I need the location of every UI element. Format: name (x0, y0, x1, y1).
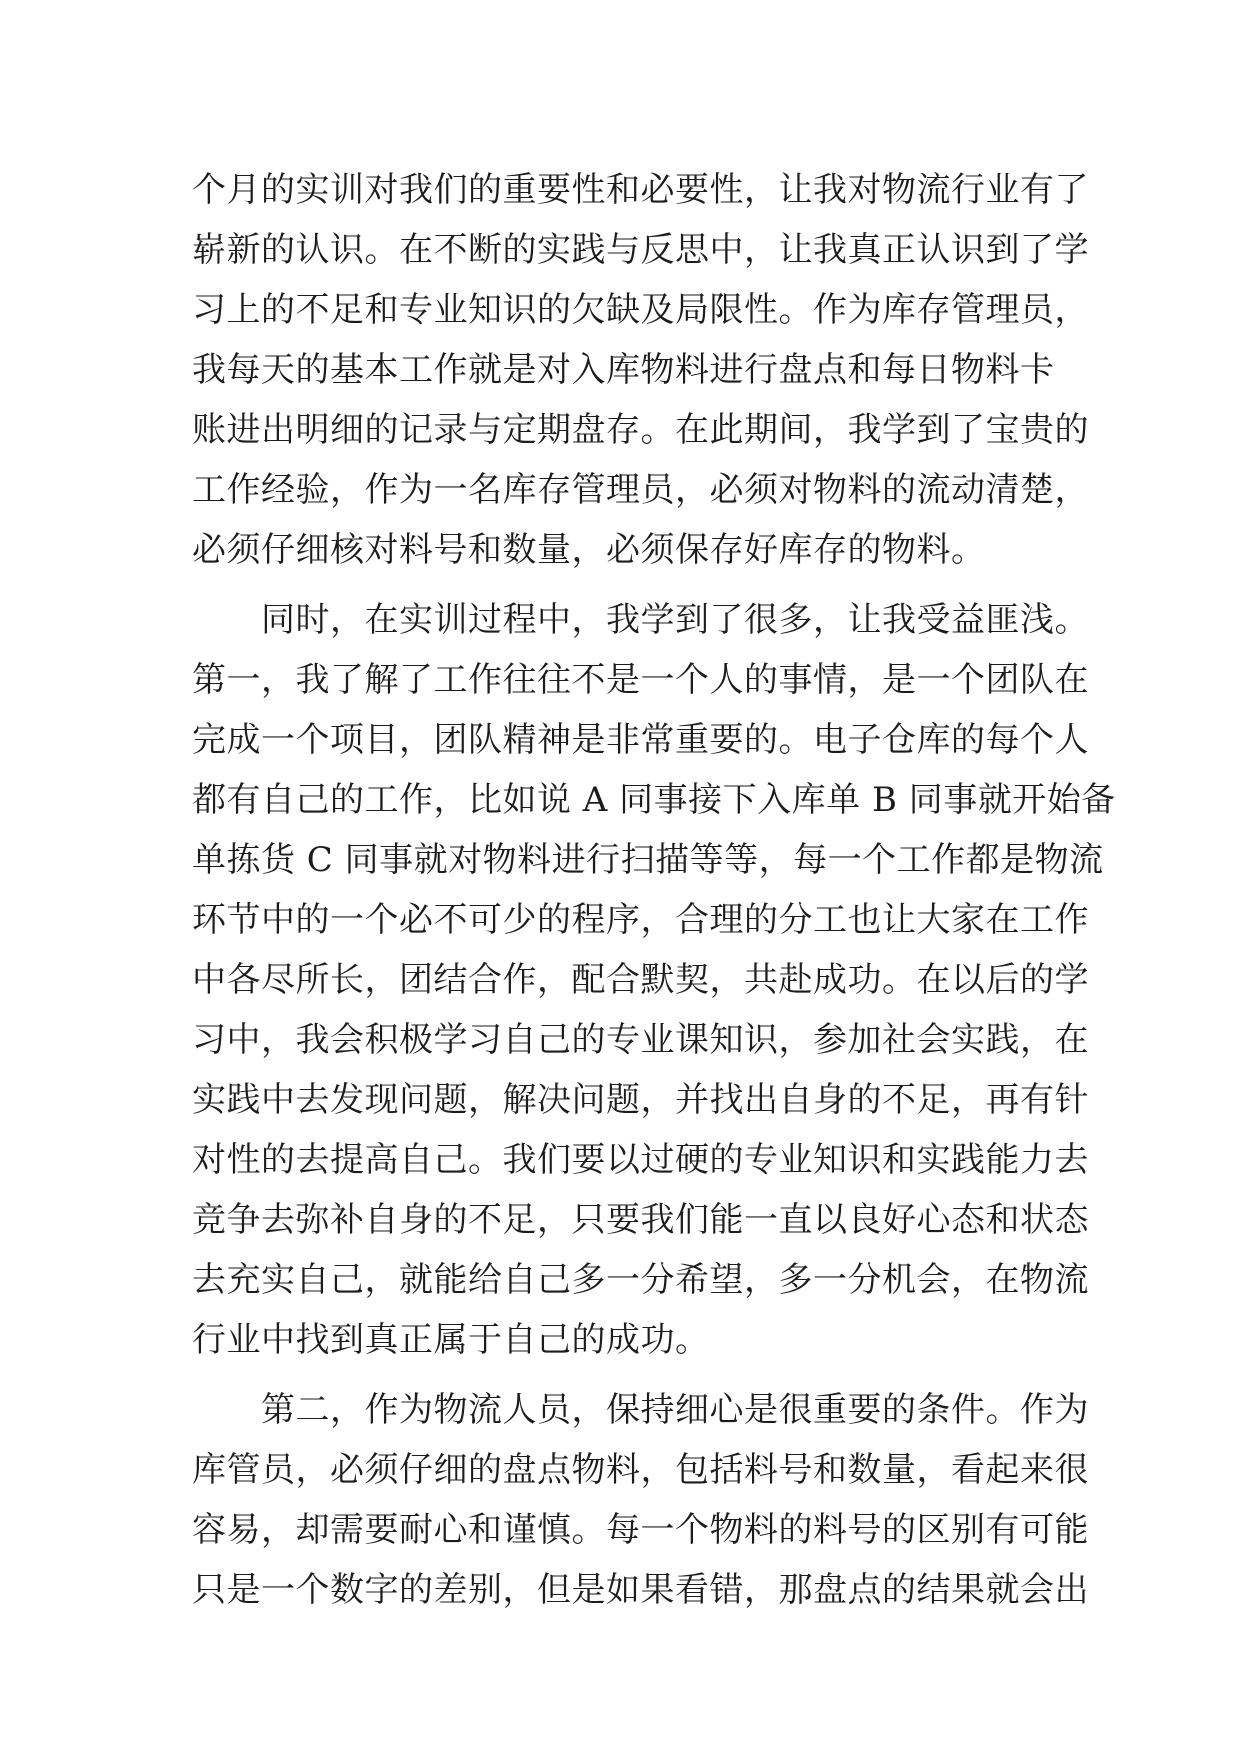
text-line: 中各尽所长，团结合作，配合默契，共赴成功。在以后的学 (192, 960, 1089, 1000)
text-line: 工作经验，作为一名库存管理员，必须对物料的流动清楚， (192, 470, 1089, 510)
text-line: 去充实自己，就能给自己多一分希望，多一分机会，在物流 (192, 1260, 1089, 1300)
text-line: 个月的实训对我们的重要性和必要性，让我对物流行业有了 (192, 170, 1089, 210)
text-line: 必须仔细核对料号和数量，必须保存好库存的物料。 (192, 530, 986, 570)
text-line: 我每天的基本工作就是对入库物料进行盘点和每日物料卡 (192, 350, 1055, 390)
text-line: 实践中去发现问题，解决问题，并找出自身的不足，再有针 (192, 1080, 1089, 1120)
paragraph-gap (192, 1370, 1072, 1380)
body-text (192, 160, 1116, 1620)
text-line: 行业中找到真正属于自己的成功。 (192, 1320, 710, 1360)
text-line: 习中，我会积极学习自己的专业课知识，参加社会实践，在 (192, 1020, 1089, 1060)
paragraph-gap (192, 580, 1072, 590)
text-line: 账进出明细的记录与定期盘存。在此期间，我学到了宝贵的 (192, 410, 1089, 450)
text-line: 库管员，必须仔细的盘点物料，包括料号和数量，看起来很 (192, 1450, 1089, 1490)
text-line: 对性的去提高自己。我们要以过硬的专业知识和实践能力去 (192, 1140, 1089, 1180)
text-line: 第二，作为物流人员，保持细心是很重要的条件。作为 (192, 1390, 1089, 1430)
text-line: 都有自己的工作，比如说 A 同事接下入库单 B 同事就开始备 (192, 780, 1116, 820)
text-line: 环节中的一个必不可少的程序，合理的分工也让大家在工作 (192, 900, 1089, 940)
text-line: 只是一个数字的差别，但是如果看错，那盘点的结果就会出 (192, 1570, 1089, 1610)
text-line: 完成一个项目，团队精神是非常重要的。电子仓库的每个人 (192, 720, 1089, 760)
text-line: 第一，我了解了工作往往不是一个人的事情，是一个团队在 (192, 660, 1089, 700)
text-line: 单拣货 C 同事就对物料进行扫描等等，每一个工作都是物流 (192, 840, 1104, 880)
text-line: 同时，在实训过程中，我学到了很多，让我受益匪浅。 (192, 600, 1089, 640)
text-line: 容易，却需要耐心和谨慎。每一个物料的料号的区别有可能 (192, 1510, 1089, 1550)
text-line: 习上的不足和专业知识的欠缺及局限性。作为库存管理员， (192, 290, 1089, 330)
text-line: 竞争去弥补自身的不足，只要我们能一直以良好心态和状态 (192, 1200, 1089, 1240)
text-line: 崭新的认识。在不断的实践与反思中，让我真正认识到了学 (192, 230, 1089, 270)
